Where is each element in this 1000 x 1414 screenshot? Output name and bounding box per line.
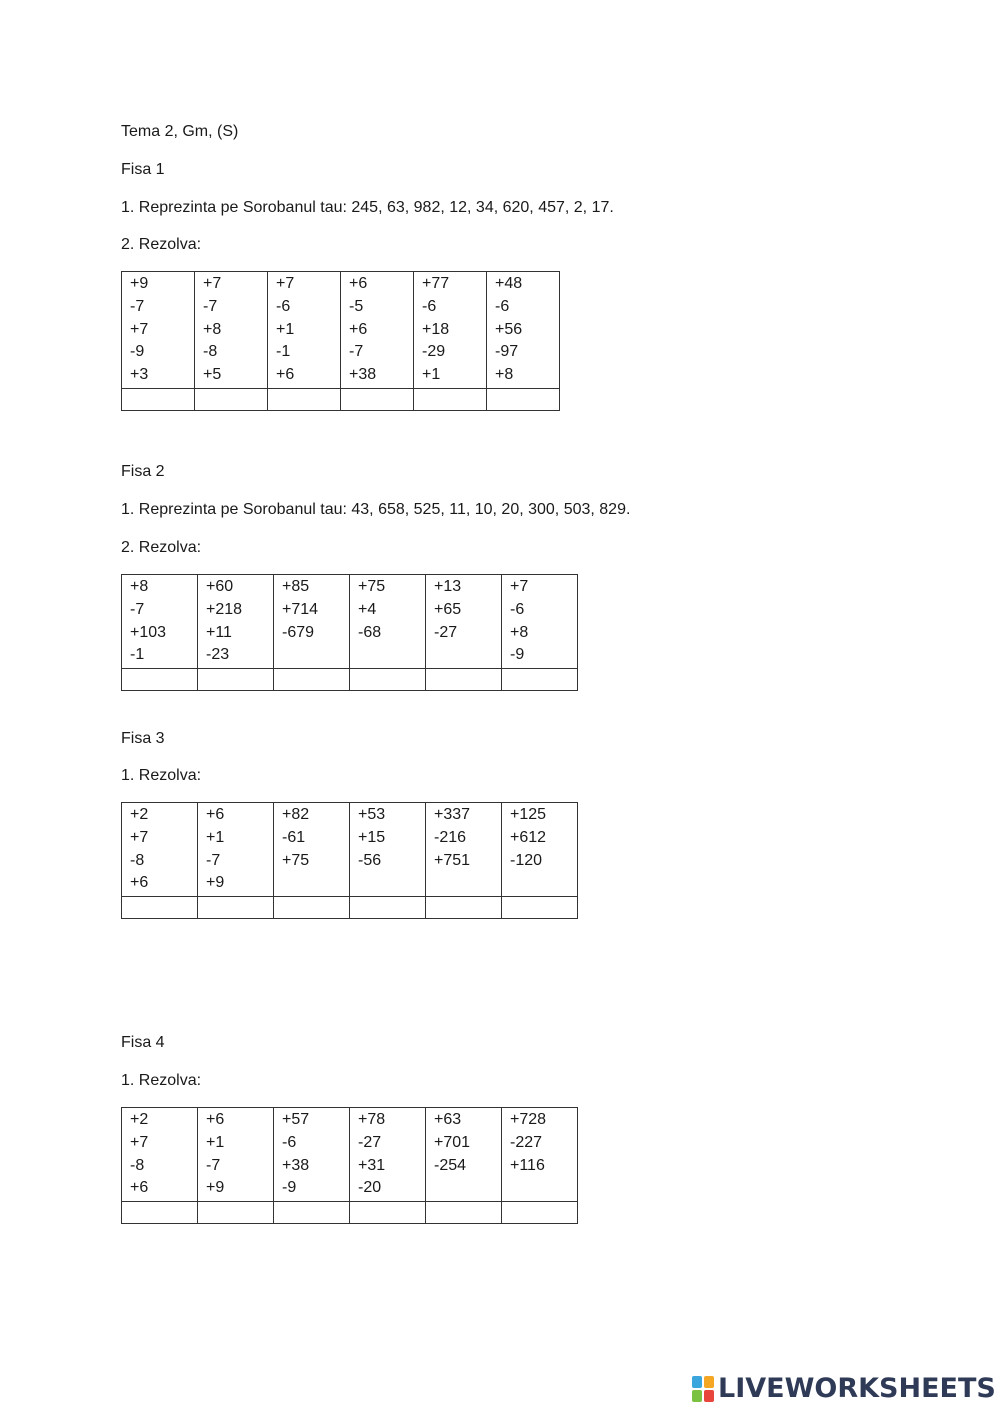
operand: +8 [510,623,529,641]
operand: -1 [130,646,145,664]
answer-cell[interactable] [274,897,350,919]
operand: +38 [282,1156,310,1174]
exercise-column [350,1108,426,1202]
operand: -61 [282,828,306,846]
answer-cell[interactable] [502,1202,578,1224]
operand: -7 [130,297,145,315]
operand: +2 [130,1111,149,1128]
operand: +751 [434,851,471,869]
fisa1-title: Fisa 1 [121,161,165,178]
fisa4-title: Fisa 4 [121,1034,165,1051]
operand: -8 [130,1156,145,1174]
exercise-column [122,575,198,669]
operand: +6 [349,320,368,338]
answer-cell[interactable] [268,389,341,411]
answer-cell[interactable] [274,1202,350,1224]
operand: +714 [282,600,319,618]
answer-cell[interactable] [198,897,274,919]
fisa3-task1: 1. Rezolva: [121,767,202,784]
operand: +5 [203,366,222,384]
exercise-column [426,1108,502,1202]
exercise-column [122,1108,198,1202]
operand: -120 [510,851,543,869]
problems-row [122,575,578,669]
exercise-column [198,1108,274,1202]
answer-cell[interactable] [198,669,274,691]
operand: -29 [422,343,446,361]
operand: +8 [130,578,149,595]
operand: +7 [510,578,529,595]
operand: +6 [130,1179,149,1197]
operand: +1 [206,1133,225,1151]
operand: +2 [130,806,149,823]
brand-wordmark: LIVEWORKSHEETS [718,1373,996,1404]
operand: +3 [130,366,149,384]
operand: +31 [358,1156,386,1174]
fisa4-task1: 1. Rezolva: [121,1072,202,1089]
answer-cell[interactable] [195,389,268,411]
operand: +77 [422,275,450,292]
answer-cell[interactable] [350,1202,426,1224]
exercise-column [502,803,578,897]
answer-cell[interactable] [426,1202,502,1224]
operand: -679 [282,623,315,641]
operand: +6 [206,1111,225,1128]
answer-cell[interactable] [487,389,560,411]
operand: +7 [130,828,149,846]
answer-cell[interactable] [350,897,426,919]
operand: -227 [510,1133,543,1151]
answer-cell[interactable] [414,389,487,411]
exercise-column [198,803,274,897]
operand: +8 [495,366,514,384]
operand: +9 [206,1179,225,1197]
document-title: Tema 2, Gm, (S) [121,123,239,140]
operand: +612 [510,828,547,846]
operand: +6 [276,366,295,384]
operand: -7 [206,851,221,869]
operand: -254 [434,1156,467,1174]
operand: +4 [358,600,377,618]
answer-row [122,897,578,919]
operand: +7 [203,275,222,292]
exercise-column [122,803,198,897]
answer-cell[interactable] [122,1202,198,1224]
exercise-column [350,803,426,897]
operand: -7 [349,343,364,361]
answer-cell[interactable] [341,389,414,411]
operand: -27 [358,1133,382,1151]
operand: -27 [434,623,458,641]
operand: +103 [130,623,167,641]
operand: -6 [282,1133,297,1151]
operand: -9 [130,343,145,361]
operand: +8 [203,320,222,338]
exercise-column [502,575,578,669]
operand: +1 [206,828,225,846]
operand: -20 [358,1179,382,1197]
operand: -6 [276,297,291,315]
operand: -6 [422,297,437,315]
operand: +11 [206,623,232,641]
exercise-column [414,272,487,389]
fisa2-task1: 1. Reprezinta pe Sorobanul tau: 43, 658, 525, 11, 10, 20, 300, 503, 829. [121,501,631,518]
answer-cell[interactable] [426,669,502,691]
answer-cell[interactable] [274,669,350,691]
fisa2-title: Fisa 2 [121,463,165,480]
operand: +1 [276,320,295,338]
problems-row [122,1108,578,1202]
answer-cell[interactable] [502,669,578,691]
fisa3-title: Fisa 3 [121,730,165,747]
operand: +9 [130,275,149,292]
exercise-column [122,272,195,389]
fisa1-exercise-table [121,271,560,411]
operand: +1 [422,366,441,384]
exercise-column [274,1108,350,1202]
operand: -6 [510,600,525,618]
operand: +7 [276,275,295,292]
fisa1-task1: 1. Reprezinta pe Sorobanul tau: 245, 63, 982, 12, 34, 620, 457, 2, 17. [121,199,614,216]
exercise-column [426,575,502,669]
operand: +701 [434,1133,471,1151]
problems-row [122,272,560,389]
operand: -97 [495,343,519,361]
answer-cell[interactable] [122,389,195,411]
operand: +13 [434,578,462,595]
exercise-column [502,1108,578,1202]
operand: +75 [282,851,310,869]
operand: +337 [434,806,471,823]
answer-row [122,389,560,411]
fisa1-task2: 2. Rezolva: [121,236,202,253]
operand: +65 [434,600,462,618]
exercise-column [268,272,341,389]
answer-cell[interactable] [122,897,198,919]
operand: +116 [510,1156,545,1174]
answer-cell[interactable] [426,897,502,919]
operand: -8 [203,343,218,361]
answer-row [122,1202,578,1224]
exercise-column [195,272,268,389]
operand: +218 [206,600,243,618]
operand: -9 [282,1179,297,1197]
operand: +38 [349,366,377,384]
exercise-column [341,272,414,389]
fisa2-task2: 2. Rezolva: [121,539,202,556]
operand: -6 [495,297,510,315]
operand: +85 [282,578,310,595]
fisa3-exercise-table [121,802,578,919]
operand: +56 [495,320,523,338]
liveworksheets-brand [692,1374,996,1404]
operand: -7 [203,297,218,315]
fisa2-exercise-table [121,574,578,691]
answer-cell[interactable] [122,669,198,691]
operand: +48 [495,275,523,292]
operand: +728 [510,1111,547,1128]
answer-cell[interactable] [502,897,578,919]
liveworksheets-logo-icon [692,1376,714,1402]
operand: +75 [358,578,386,595]
operand: -1 [276,343,291,361]
answer-row [122,669,578,691]
operand: +82 [282,806,310,823]
fisa4-exercise-table [121,1107,578,1224]
operand: +9 [206,874,225,892]
answer-cell[interactable] [350,669,426,691]
operand: -216 [434,828,467,846]
exercise-column [274,575,350,669]
exercise-column [198,575,274,669]
operand: +78 [358,1111,386,1128]
operand: +125 [510,806,547,823]
operand: -68 [358,623,382,641]
operand: -8 [130,851,145,869]
problems-row [122,803,578,897]
operand: +6 [130,874,149,892]
exercise-column [487,272,560,389]
operand: -56 [358,851,382,869]
answer-cell[interactable] [198,1202,274,1224]
operand: +15 [358,828,386,846]
operand: +63 [434,1111,462,1128]
operand: -7 [206,1156,221,1174]
exercise-column [426,803,502,897]
operand: -23 [206,646,230,664]
operand: +6 [349,275,368,292]
operand: -5 [349,297,364,315]
operand: -9 [510,646,525,664]
operand: +53 [358,806,386,823]
operand: +6 [206,806,225,823]
operand: +18 [422,320,450,338]
operand: +57 [282,1111,310,1128]
exercise-column [350,575,426,669]
operand: -7 [130,600,145,618]
operand: +7 [130,320,149,338]
operand: +7 [130,1133,149,1151]
exercise-column [274,803,350,897]
operand: +60 [206,578,234,595]
